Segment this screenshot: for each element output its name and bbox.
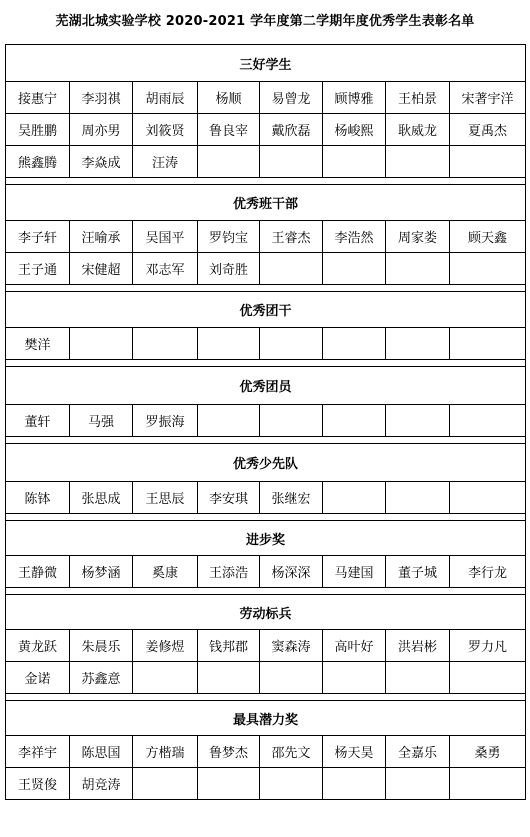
student-name-cell: 胡竞涛 [70,768,133,800]
empty-cell [386,253,450,285]
student-name-cell: 熊鑫腾 [6,146,70,178]
name-row [6,146,526,178]
section-spacer [6,285,526,292]
section-spacer [6,178,526,185]
category-title: 优秀班干部 [6,185,526,221]
student-name-cell: 顾天鑫 [450,221,526,253]
category-title: 优秀团员 [6,367,526,405]
awards-table [5,44,526,800]
category-title: 进步奖 [6,521,526,556]
student-name-cell: 张思成 [70,482,133,514]
student-name-cell: 吴国平 [133,221,198,253]
empty-cell [450,768,526,800]
category-header-row [6,701,526,736]
empty-cell [386,328,450,360]
student-name-cell: 鲁梦杰 [198,736,260,768]
empty-cell [70,328,133,360]
student-name-cell: 夏禹杰 [450,114,526,146]
empty-cell [386,482,450,514]
student-name-cell: 张继宏 [260,482,323,514]
name-row [6,556,526,588]
empty-cell [386,768,450,800]
student-name-cell: 李浩然 [323,221,386,253]
name-row [6,482,526,514]
empty-cell [133,768,198,800]
student-name-cell: 姜修煜 [133,630,198,662]
student-name-cell: 周家娄 [386,221,450,253]
empty-cell [323,405,386,437]
empty-cell [323,662,386,694]
student-name-cell: 汪涛 [133,146,198,178]
student-name-cell: 宋健超 [70,253,133,285]
student-name-cell: 吴胜鹏 [6,114,70,146]
student-name-cell: 樊洋 [6,328,70,360]
empty-cell [450,405,526,437]
student-name-cell: 桑勇 [450,736,526,768]
category-header-row [6,292,526,328]
empty-cell [133,662,198,694]
student-name-cell: 马强 [70,405,133,437]
student-name-cell: 王睿杰 [260,221,323,253]
category-title: 优秀团干 [6,292,526,328]
empty-cell [386,405,450,437]
student-name-cell: 耿威龙 [386,114,450,146]
student-name-cell: 钱邦郡 [198,630,260,662]
student-name-cell: 宋著宇洋 [450,82,526,114]
document-title: 芜湖北城实验学校 2020-2021 学年度第二学期年度优秀学生表彰名单 [55,14,475,29]
empty-cell [386,662,450,694]
empty-cell [260,768,323,800]
category-title: 最具潜力奖 [6,701,526,736]
student-name-cell: 戴欣磊 [260,114,323,146]
student-name-cell: 刘奇胜 [198,253,260,285]
empty-cell [133,328,198,360]
empty-cell [323,328,386,360]
empty-cell [323,146,386,178]
empty-cell [450,482,526,514]
student-name-cell: 王静微 [6,556,70,588]
student-name-cell: 全嘉乐 [386,736,450,768]
empty-cell [386,146,450,178]
student-name-cell: 黄龙跃 [6,630,70,662]
empty-cell [260,253,323,285]
student-name-cell: 李行龙 [450,556,526,588]
student-name-cell: 金诺 [6,662,70,694]
empty-cell [260,328,323,360]
student-name-cell: 朱晨乐 [70,630,133,662]
student-name-cell: 洪岩彬 [386,630,450,662]
empty-cell [323,482,386,514]
student-name-cell: 李子轩 [6,221,70,253]
empty-cell [450,328,526,360]
student-name-cell: 王贤俊 [6,768,70,800]
student-name-cell: 罗钧宝 [198,221,260,253]
empty-cell [198,662,260,694]
student-name-cell: 胡雨辰 [133,82,198,114]
empty-cell [323,768,386,800]
student-name-cell: 杨天昊 [323,736,386,768]
name-row [6,768,526,800]
student-name-cell: 董轩 [6,405,70,437]
empty-cell [198,328,260,360]
name-row [6,82,526,114]
student-name-cell: 周亦男 [70,114,133,146]
student-name-cell: 董子城 [386,556,450,588]
student-name-cell: 高叶好 [323,630,386,662]
category-header-row [6,521,526,556]
section-spacer [6,694,526,701]
name-row [6,405,526,437]
empty-cell [450,146,526,178]
student-name-cell: 王思辰 [133,482,198,514]
student-name-cell: 杨梦涵 [70,556,133,588]
category-header-row [6,367,526,405]
category-header-row [6,185,526,221]
category-header-row [6,444,526,482]
student-name-cell: 接惠宁 [6,82,70,114]
empty-cell [450,253,526,285]
student-name-cell: 方楷瑞 [133,736,198,768]
student-name-cell: 陈思国 [70,736,133,768]
student-name-cell: 窦森涛 [260,630,323,662]
student-name-cell: 李焱成 [70,146,133,178]
section-spacer [6,588,526,595]
student-name-cell: 杨顺 [198,82,260,114]
student-name-cell: 罗振海 [133,405,198,437]
student-name-cell: 鲁良宰 [198,114,260,146]
empty-cell [198,768,260,800]
empty-cell [260,405,323,437]
student-name-cell: 陈钵 [6,482,70,514]
student-name-cell: 王柏景 [386,82,450,114]
section-spacer [6,437,526,444]
student-name-cell: 易曾龙 [260,82,323,114]
category-header-row [6,595,526,630]
name-row [6,221,526,253]
name-row [6,253,526,285]
empty-cell [323,253,386,285]
category-title: 劳动标兵 [6,595,526,630]
student-name-cell: 杨峻熙 [323,114,386,146]
category-title: 优秀少先队 [6,444,526,482]
student-name-cell: 李羽祺 [70,82,133,114]
empty-cell [450,662,526,694]
empty-cell [260,662,323,694]
name-row [6,114,526,146]
student-name-cell: 罗力凡 [450,630,526,662]
name-row [6,662,526,694]
category-header-row [6,45,526,82]
name-row [6,328,526,360]
category-title: 三好学生 [6,45,526,82]
student-name-cell: 苏鑫意 [70,662,133,694]
empty-cell [198,405,260,437]
empty-cell [198,146,260,178]
student-name-cell: 杨深深 [260,556,323,588]
student-name-cell: 顾博雅 [323,82,386,114]
student-name-cell: 邓志军 [133,253,198,285]
student-name-cell: 奚康 [133,556,198,588]
section-spacer [6,360,526,367]
student-name-cell: 邵先文 [260,736,323,768]
name-row [6,630,526,662]
student-name-cell: 刘筱贤 [133,114,198,146]
student-name-cell: 王添浩 [198,556,260,588]
student-name-cell: 汪喻承 [70,221,133,253]
name-row [6,736,526,768]
student-name-cell: 李安琪 [198,482,260,514]
student-name-cell: 王子通 [6,253,70,285]
section-spacer [6,514,526,521]
student-name-cell: 马建国 [323,556,386,588]
student-name-cell: 李祥宇 [6,736,70,768]
empty-cell [260,146,323,178]
